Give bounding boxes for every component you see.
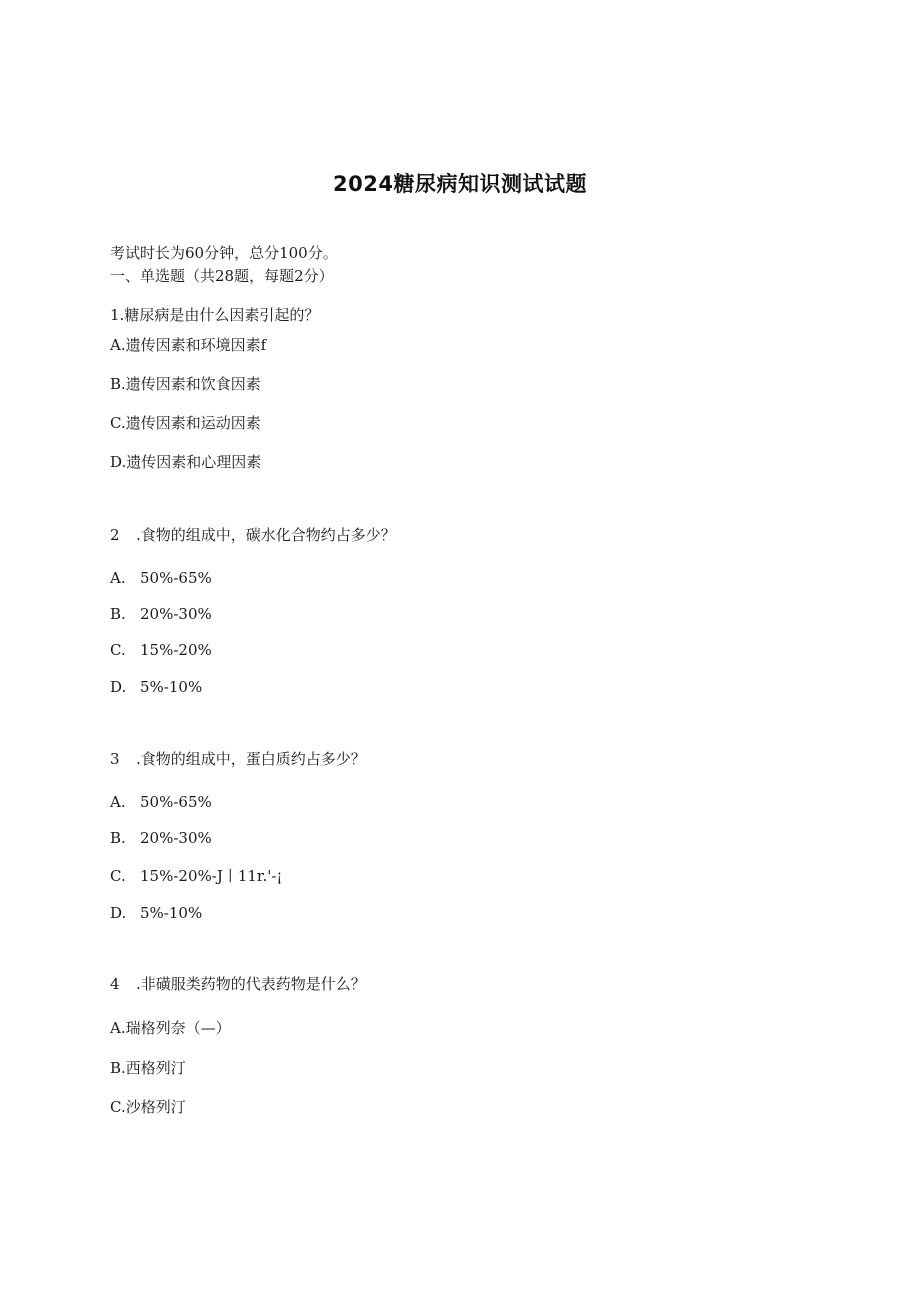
option-text: 沙格列汀 bbox=[125, 1098, 186, 1116]
question-4-option-b bbox=[110, 1058, 186, 1078]
option-text: 20%-30% bbox=[140, 605, 212, 623]
exam-intro: 考试时长为60分钟，总分100分。 bbox=[110, 244, 338, 262]
option-letter: A. bbox=[110, 336, 126, 354]
option-letter: B. bbox=[110, 829, 126, 847]
option-letter: C. bbox=[110, 414, 126, 432]
question-text: .非磺服类药物的代表药物是什么？ bbox=[136, 975, 366, 993]
option-letter: A. bbox=[110, 793, 126, 811]
question-number: 1. bbox=[110, 306, 125, 324]
question-1-option-b bbox=[110, 374, 261, 394]
question-2-option-a bbox=[110, 568, 212, 588]
option-letter: C. bbox=[110, 867, 126, 885]
document-title: 2024糖尿病知识测试试题 bbox=[333, 172, 587, 196]
question-2-option-c bbox=[110, 640, 212, 660]
option-letter: B. bbox=[110, 1059, 126, 1077]
option-text: 50%-65% bbox=[140, 569, 212, 587]
option-text: 瑞格列奈（—） bbox=[125, 1019, 231, 1037]
option-letter: D. bbox=[110, 453, 127, 471]
option-letter: C. bbox=[110, 641, 126, 659]
question-1-option-d bbox=[110, 452, 261, 472]
option-letter: A. bbox=[110, 1019, 126, 1037]
question-1-option-c bbox=[110, 413, 261, 433]
option-letter: D. bbox=[110, 904, 127, 922]
question-text: 糖尿病是由什么因素引起的？ bbox=[124, 306, 320, 324]
option-letter: D. bbox=[110, 678, 127, 696]
question-3-option-d bbox=[110, 903, 202, 923]
option-text: 遗传因素和环境因素f bbox=[125, 336, 267, 354]
option-text: 15%-20%-J丨11r.'-¡ bbox=[140, 867, 283, 885]
question-number: 4 bbox=[110, 975, 120, 993]
option-text: 5%-10% bbox=[140, 904, 203, 922]
question-4 bbox=[110, 974, 366, 994]
option-text: 遗传因素和运动因素 bbox=[125, 414, 261, 432]
question-1-option-a bbox=[110, 335, 266, 355]
question-text: .食物的组成中，碳水化合物约占多少？ bbox=[136, 526, 396, 544]
option-letter: A. bbox=[110, 569, 126, 587]
section-heading: 一、单选题（共28题，每题2分） bbox=[110, 267, 334, 285]
option-text: 遗传因素和饮食因素 bbox=[125, 375, 261, 393]
option-text: 15%-20% bbox=[140, 641, 212, 659]
question-1 bbox=[110, 305, 319, 325]
option-text: 西格列汀 bbox=[125, 1059, 186, 1077]
question-4-option-c bbox=[110, 1097, 186, 1117]
option-text: 遗传因素和心理因素 bbox=[126, 453, 262, 471]
question-2 bbox=[110, 525, 396, 545]
option-letter: B. bbox=[110, 375, 126, 393]
question-2-option-b bbox=[110, 604, 212, 624]
question-4-option-a bbox=[110, 1018, 231, 1038]
question-2-option-d bbox=[110, 677, 202, 697]
option-text: 5%-10% bbox=[140, 678, 203, 696]
option-text: 20%-30% bbox=[140, 829, 212, 847]
option-text: 50%-65% bbox=[140, 793, 212, 811]
question-3 bbox=[110, 749, 366, 769]
question-3-option-c bbox=[110, 866, 282, 886]
question-3-option-a bbox=[110, 792, 212, 812]
question-number: 2 bbox=[110, 526, 120, 544]
option-letter: C. bbox=[110, 1098, 126, 1116]
option-letter: B. bbox=[110, 605, 126, 623]
question-3-option-b bbox=[110, 828, 212, 848]
question-number: 3 bbox=[110, 750, 120, 768]
question-text: .食物的组成中，蛋白质约占多少？ bbox=[136, 750, 366, 768]
